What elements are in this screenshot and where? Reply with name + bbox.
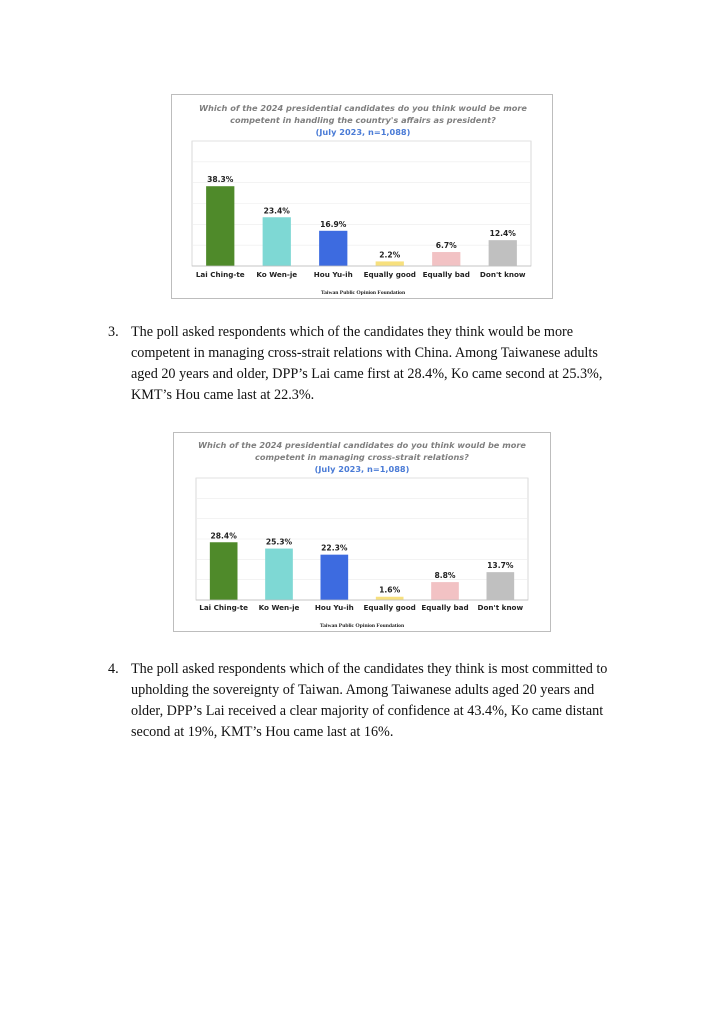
bar-value-label: 13.7%: [487, 561, 514, 571]
bar-don-t-know: [489, 240, 517, 266]
category-label: Don't know: [477, 603, 524, 612]
paragraph-number: 4.: [108, 661, 119, 677]
category-label: Equally bad: [421, 603, 469, 612]
paragraph-4: [108, 659, 628, 743]
paragraph-text: The poll asked respondents which of the candidates they think would be more competent in managing cross-strait relations with China. Among Taiwanese adults aged 20 years and older, DPP’s Lai came first at 28.4%, Ko came second at 25.3%, KMT’s Hou came last at 22.3%.: [131, 324, 603, 403]
chart-source: Taiwan Public Opinion Foundation: [319, 623, 405, 629]
bar-lai-ching-te: [210, 542, 238, 600]
category-label: Ko Wen-je: [258, 603, 300, 612]
bar-equally-good: [376, 261, 404, 266]
chart-title-line1: Which of the 2024 presidential candidates do you think would be more: [199, 103, 527, 113]
bar-hou-yu-ih: [319, 231, 347, 266]
category-label: Don't know: [479, 270, 526, 279]
bar-value-label: 1.6%: [379, 585, 401, 595]
category-label: Hou Yu-ih: [313, 270, 353, 279]
category-label: Equally good: [363, 270, 416, 279]
bar-value-label: 25.3%: [265, 537, 293, 547]
category-label: Equally bad: [422, 270, 470, 279]
bar-ko-wen-je: [265, 549, 293, 600]
paragraph-text: The poll asked respondents which of the candidates they think is most committed to upholding the sovereignty of Taiwan. Among Taiwanese adults aged 20 years and older, DPP’s Lai received a clear majority of confidence at 43.4%, Ko came distant second at 19%, KMT’s Hou came last at 16%.: [131, 661, 608, 740]
bar-hou-yu-ih: [321, 555, 349, 600]
category-label: Ko Wen-je: [256, 270, 298, 279]
paragraph-number: 3.: [108, 324, 119, 340]
chart-subtitle: (July 2023, n=1,088): [315, 127, 411, 137]
bar-don-t-know: [487, 572, 515, 600]
category-label: Lai Ching-te: [195, 270, 245, 279]
chart-subtitle: (July 2023, n=1,088): [314, 464, 410, 474]
category-label: Lai Ching-te: [199, 603, 249, 612]
bar-equally-good: [376, 597, 404, 600]
chart-title-line1: Which of the 2024 presidential candidates do you think would be more: [198, 440, 526, 450]
bar-value-label: 16.9%: [320, 219, 347, 229]
bar-lai-ching-te: [206, 186, 234, 266]
bar-equally-bad: [432, 252, 460, 266]
category-label: Hou Yu-ih: [314, 603, 354, 612]
chart-svg: [174, 433, 550, 631]
paragraph-3: [108, 322, 628, 406]
bar-value-label: 2.2%: [379, 250, 401, 260]
bar-value-label: 22.3%: [321, 543, 348, 553]
chart-title-line2: competent in managing cross-strait relations?: [255, 452, 469, 462]
bar-ko-wen-je: [263, 217, 291, 266]
chart-title-line2: competent in handling the country's affairs as president?: [230, 115, 496, 125]
chart-source: Taiwan Public Opinion Foundation: [320, 290, 406, 296]
chart-svg: [172, 95, 552, 298]
category-label: Equally good: [363, 603, 416, 612]
bar-value-label: 6.7%: [435, 241, 457, 251]
bar-value-label: 23.4%: [263, 206, 290, 216]
bar-equally-bad: [431, 582, 459, 600]
bar-value-label: 12.4%: [489, 229, 516, 239]
bar-value-label: 8.8%: [434, 571, 456, 581]
chart-competent-president: [171, 94, 553, 299]
chart-cross-strait: [173, 432, 551, 632]
bar-value-label: 28.4%: [210, 531, 237, 541]
bar-value-label: 38.3%: [207, 175, 234, 185]
